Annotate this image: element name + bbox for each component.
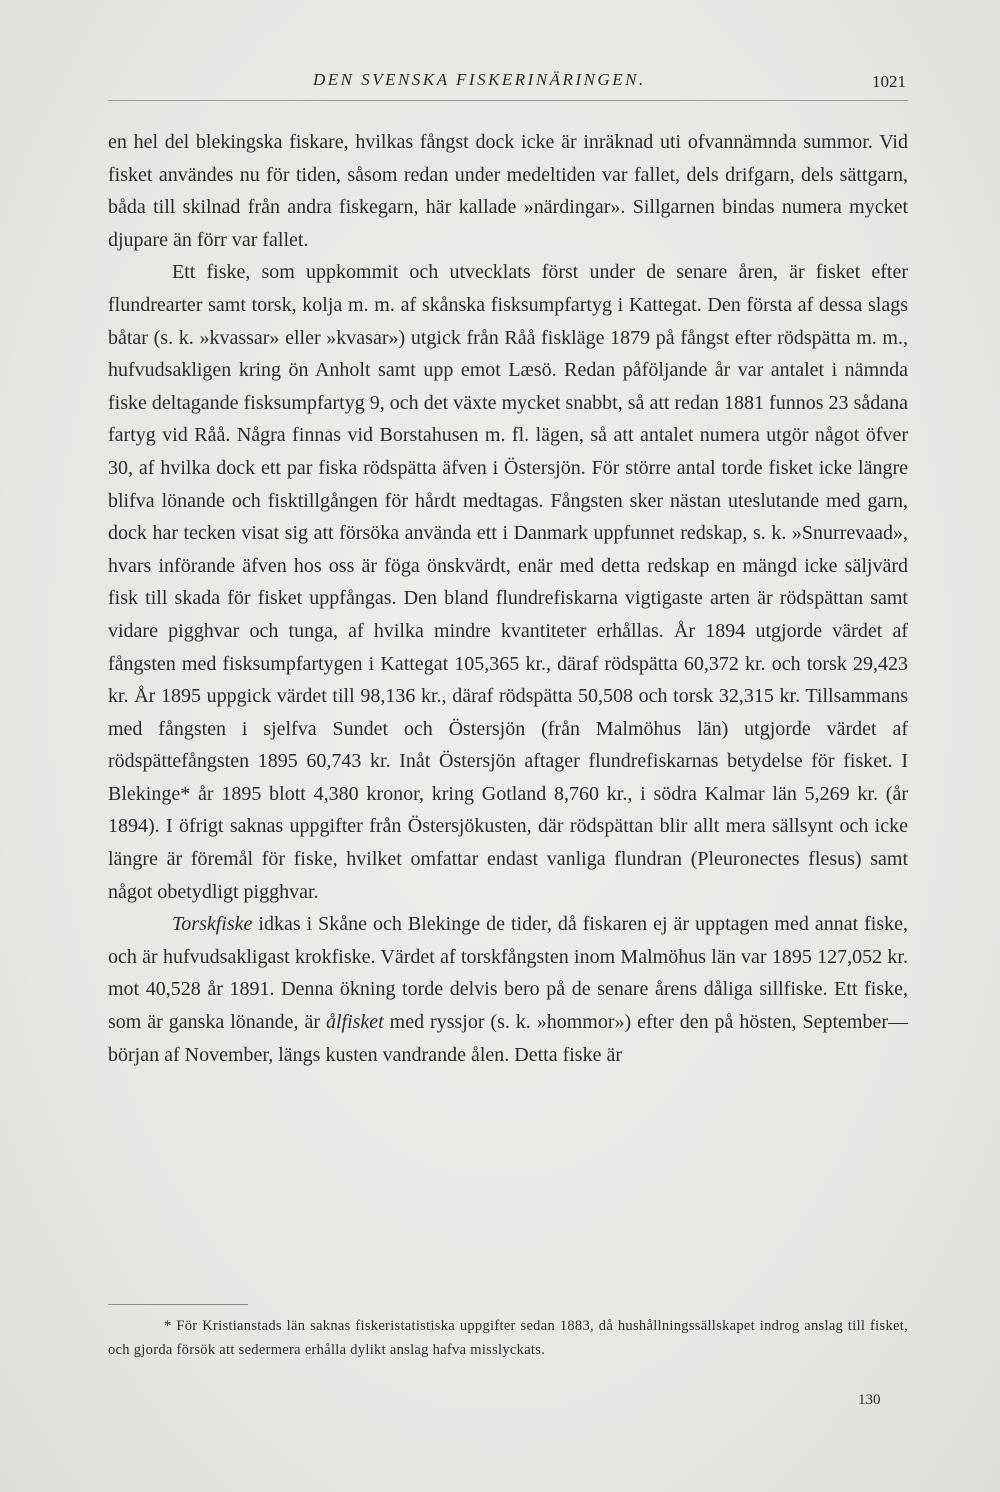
body-text — [108, 126, 908, 1071]
running-title: DEN SVENSKA FISKERINÄRINGEN. — [313, 70, 646, 89]
italic-term: ålfisket — [325, 1011, 384, 1034]
footnote: * För Kristianstads län saknas fiskeristatistiska uppgifter sedan 1883, då hushållningssällskapet indrog anslag till fisket, och gjorda försök att sedermera erhålla dylikt anslag hafva misslyckats. — [108, 1318, 908, 1358]
header-rule — [108, 100, 908, 101]
page-number: 1021 — [872, 72, 906, 91]
paragraph-text: idkas i Skåne och Blekinge de tider, då fiskaren ej är upptagen med annat fiske, och är hufvudsakligast krokfiske. Värdet af torskfångsten inom Malmöhus län var 1895 127,052 kr. mot 40,528 år 1891. Denna ökning torde delvis bero på de senare årens dåliga sillfiske. Ett fiske, som är ganska lönande, är — [108, 913, 908, 1034]
paragraph: en hel del blekingska fiskare, hvilkas fångst dock icke är inräknad uti ofvannämnda summor. Vid fisket användes nu för tiden, såsom redan under medeltiden var fallet, dels drifgarn, dels sättgarn, båda till skilnad från andra fiskegarn, här kallade »närdingar». Sillgarnen bindas numera mycket djupare än förr var fallet. — [108, 131, 908, 251]
paragraph-text: med ryssjor (s. k. »hommor») efter den på hösten, September—början af November, längs kusten vandrande ålen. Detta fiske är — [108, 1011, 909, 1066]
page-header — [108, 66, 908, 96]
paragraph — [108, 908, 908, 1071]
paragraph: Ett fiske, som uppkommit och utvecklats först under de senare åren, är fisket efter flundrearter samt torsk, kolja m. m. af skånska fisksumpfartyg i Kattegat. Den första af dessa slags båtar (s. k. »kvassar» eller »kvasar») utgick från Råå fiskläge 1879 på fångst efter rödspätta m. m., hufvudsakligen kring ön Anholt samt upp emot Læsö. Redan påföljande år var antalet i nämnda fiske deltagande fisksumpfartyg 9, och det växte mycket snabbt, så att redan 1881 funnos 23 sådana fartyg vid Råå. Några finnas vid Borstahusen m. fl. lägen, så att antalet numera utgör något öfver 30, af hvilka dock ett par fiska rödspätta äfven i Östersjön. För större antal torde fisket icke längre blifva lönande och fisktillgången för hårdt medtagas. Fångsten sker nästan uteslutande med garn, dock har tecken visat sig att försöka använda ett i Danmark uppfunnet redskap, s. k. »Snurrevaad», hvars införande äfven hos oss är föga önskvärdt, enär med detta redskap en mängd icke säljvärd fisk till skada för fisket uppfångas. Den bland flundrefiskarna vigtigaste arten är rödspättan samt vidare pigghvar och tunga, af hvilka mindre kvantiteter erhållas. År 1894 utgjorde värdet af fångsten med fisksumpfartygen i Kattegat 105,365 kr., däraf rödspätta 60,372 kr. och torsk 29,423 kr. År 1895 uppgick värdet till 98,136 kr., däraf rödspätta 50,508 och torsk 32,315 kr. Tillsammans med fångsten i sjelfva Sundet och Östersjön (från Malmöhus län) utgjorde värdet af rödspättefångsten 1895 60,743 kr. Inåt Östersjön aftager flundrefiskarnas betydelse för fisket. I Blekinge* år 1895 blott 4,380 kronor, kring Gotland 8,760 kr., i södra Kalmar län 5,269 kr. (år 1894). I öfrigt saknas uppgifter från Östersjökusten, där rödspättan blir allt mera sällsynt och icke längre är föremål för fiske, hvilket omfattar endast vanliga flundran (Pleuronectes flesus) samt något obetydligt pigghvar. — [108, 261, 908, 903]
footnote-separator — [108, 1304, 248, 1305]
signature-mark: 130 — [858, 1392, 881, 1408]
italic-term: Torskfiske — [172, 913, 253, 936]
